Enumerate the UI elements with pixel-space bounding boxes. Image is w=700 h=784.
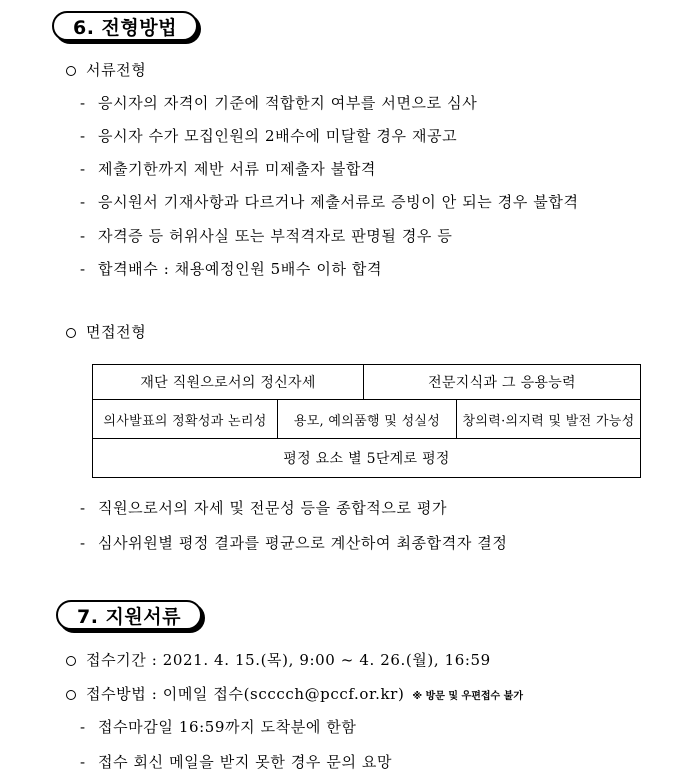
dash-bullet: - [80,260,86,278]
document-item: - 자격증 등 허위사실 또는 부적격자로 판명될 경우 등 [80,227,453,245]
interview-item: - 심사위원별 평정 결과를 평균으로 계산하여 최종합격자 결정 [80,534,508,552]
circle-bullet-icon [66,328,76,338]
application-method: 접수방법 : 이메일 접수(scccch@pccf.or.kr) ※ 방문 및 우편접수 불가 [66,684,523,707]
dash-bullet: - [80,499,86,517]
table-row [93,365,641,400]
dash-bullet: - [80,227,86,245]
table-cell: 창의력·의지력 및 발전 가능성 [457,400,641,439]
circle-bullet-icon [66,690,76,700]
document-item: - 제출기한까지 제반 서류 미제출자 불합격 [80,160,377,178]
dash-bullet: - [80,94,86,112]
section-7-heading [56,600,202,630]
dash-bullet: - [80,753,86,771]
interview-item: - 직원으로서의 자세 및 전문성 등을 종합적으로 평가 [80,499,448,517]
document-item: - 합격배수 : 채용예정인원 5배수 이하 합격 [80,260,383,278]
section-7-heading-text: 7. 지원서류 [77,605,181,628]
application-period: 접수기간 : 2021. 4. 15.(목), 9:00 ~ 4. 26.(월), 16:59 [66,650,491,670]
section-6-heading [52,11,198,41]
document-item: - 응시자의 자격이 기준에 적합한지 여부를 서면으로 심사 [80,94,478,112]
table-cell: 평정 요소 별 5단계로 평정 [93,439,641,478]
dash-bullet: - [80,127,86,145]
table-cell: 용모, 예의품행 및 성실성 [278,400,457,439]
table-row [93,439,641,478]
dash-bullet: - [80,193,86,211]
section-6-heading-text: 6. 전형방법 [73,16,177,39]
circle-bullet-icon [66,656,76,666]
document-item: - 응시자 수가 모집인원의 2배수에 미달할 경우 재공고 [80,127,458,145]
table-cell: 전문지식과 그 응용능력 [364,365,641,400]
dash-bullet: - [80,534,86,552]
table-row [93,400,641,439]
interview-criteria-table [92,364,641,478]
method-note: ※ 방문 및 우편접수 불가 [412,691,523,702]
circle-bullet-icon [66,66,76,76]
dash-bullet: - [80,718,86,736]
document-item: - 응시원서 기재사항과 다르거나 제출서류로 증빙이 안 되는 경우 불합격 [80,193,579,211]
application-item: - 접수마감일 16:59까지 도착분에 한함 [80,718,357,736]
table-cell: 의사발표의 정확성과 논리성 [93,400,278,439]
dash-bullet: - [80,160,86,178]
table-cell: 재단 직원으로서의 정신자세 [93,365,364,400]
document-screening-title: 서류전형 [66,60,146,80]
application-item: - 접수 회신 메일을 받지 못한 경우 문의 요망 [80,753,393,771]
interview-title: 면접전형 [66,322,146,342]
